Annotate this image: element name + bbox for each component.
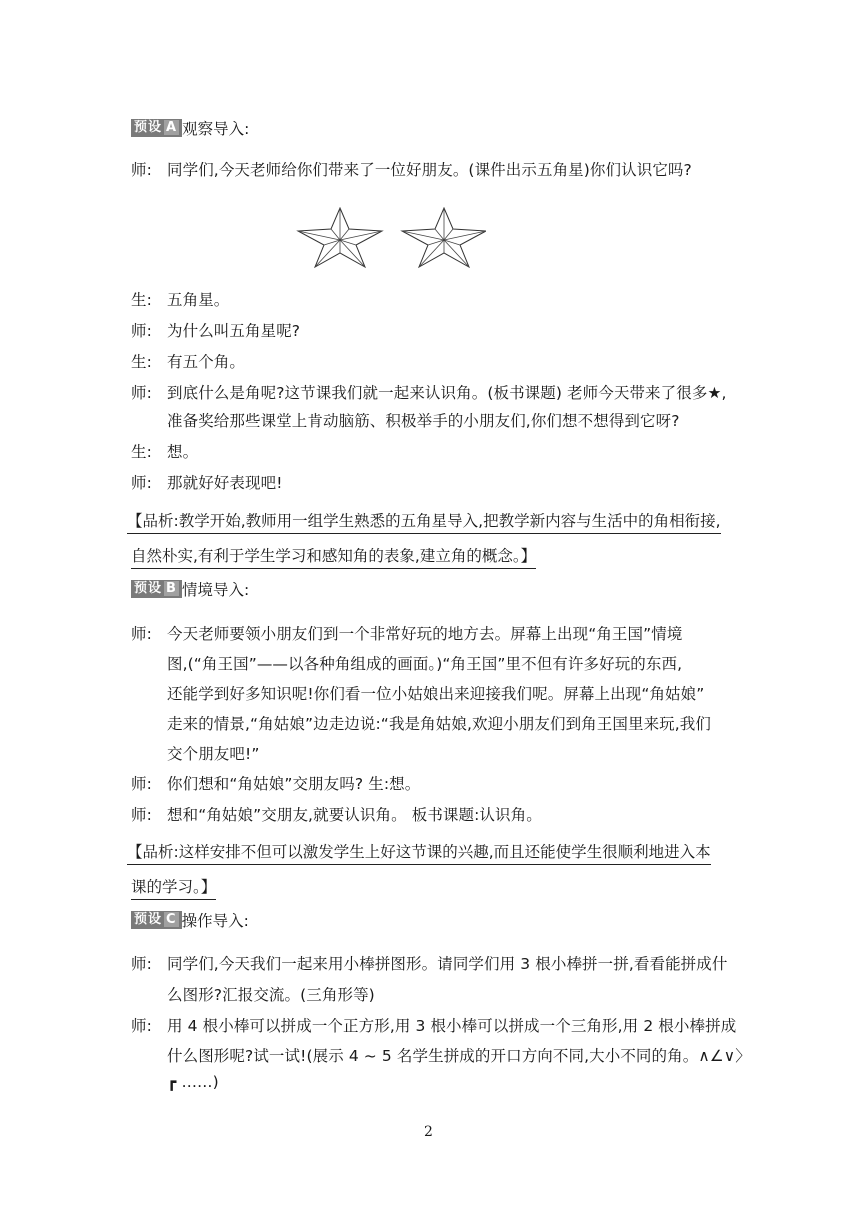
dialogue-line: 师: 你们想和“角姑娘”交朋友吗? 生:想。 [131, 775, 421, 793]
dialogue-line: 师: 想和“角姑娘”交朋友,就要认识角。 板书课题:认识角。 [131, 806, 542, 824]
dialogue-line: 生: 想。 [131, 443, 199, 461]
dialogue-line: ┏ ……) [167, 1073, 219, 1091]
five-pointed-stars-figure [296, 207, 486, 269]
dialogue-line: 生: 五角星。 [131, 291, 230, 309]
analysis-note: 【品析:这样安排不但可以激发学生上好这节课的兴趣,而且还能使学生很顺利地进入本 [127, 840, 711, 865]
section-c-header [131, 909, 249, 931]
dialogue-line: 准备奖给那些课堂上肯动脑筋、积极举手的小朋友们,你们想不想得到它呀? [167, 412, 680, 430]
dialogue-line: 师: 同学们,今天我们一起来用小棒拼图形。请同学们用 3 根小棒拼一拼,看看能拼成什 [131, 955, 728, 973]
preset-tag: 预设 A [131, 119, 182, 137]
section-title: 操作导入: [181, 912, 249, 930]
analysis-note: 课的学习。】 [131, 875, 216, 900]
dialogue-line: 么图形?汇报交流。(三角形等) [167, 986, 375, 1004]
dialogue-line: 图,(“角王国”——以各种角组成的画面。)“角王国”里不但有许多好玩的东西, [167, 655, 683, 673]
star-icon [402, 208, 486, 267]
dialogue-line: 交个朋友吧!” [167, 745, 260, 763]
dialogue-line: 师: 为什么叫五角星呢? [131, 322, 301, 340]
preset-tag: 预设 B [131, 580, 182, 598]
dialogue-line: 师: 今天老师要领小朋友们到一个非常好玩的地方去。屏幕上出现“角王国”情境 [131, 625, 683, 643]
section-b-header [131, 578, 249, 600]
star-icon [298, 208, 382, 267]
page-number: 2 [424, 1124, 433, 1140]
section-a-header [131, 117, 249, 139]
analysis-note: 自然朴实,有利于学生学习和感知角的表象,建立角的概念。】 [131, 544, 536, 569]
preset-tag: 预设 C [131, 911, 182, 929]
section-title: 观察导入: [182, 120, 250, 138]
analysis-note: 【品析:教学开始,教师用一组学生熟悉的五角星导入,把教学新内容与生活中的角相衔接, [127, 509, 721, 534]
dialogue-line: 师: 用 4 根小棒可以拼成一个正方形,用 3 根小棒可以拼成一个三角形,用 2 根小棒拼成 [131, 1017, 737, 1035]
dialogue-line: 还能学到好多知识呢!你们看一位小姑娘出来迎接我们呢。屏幕上出现“角姑娘” [167, 685, 705, 703]
dialogue-line: 师: 那就好好表现吧! [131, 474, 283, 492]
dialogue-line: 生: 有五个角。 [131, 353, 246, 371]
dialogue-line: 师: 同学们,今天老师给你们带来了一位好朋友。(课件出示五角星)你们认识它吗? [131, 161, 692, 179]
dialogue-line: 师: 到底什么是角呢?这节课我们就一起来认识角。(板书课题) 老师今天带来了很多★, [131, 384, 727, 402]
section-title: 情境导入: [181, 581, 250, 599]
dialogue-line: 什么图形呢?试一试!(展示 4 ~ 5 名学生拼成的开口方向不同,大小不同的角。∧∠∨〉 [167, 1047, 751, 1065]
dialogue-line: 走来的情景,“角姑娘”边走边说:“我是角姑娘,欢迎小朋友们到角王国里来玩,我们 [167, 715, 711, 733]
